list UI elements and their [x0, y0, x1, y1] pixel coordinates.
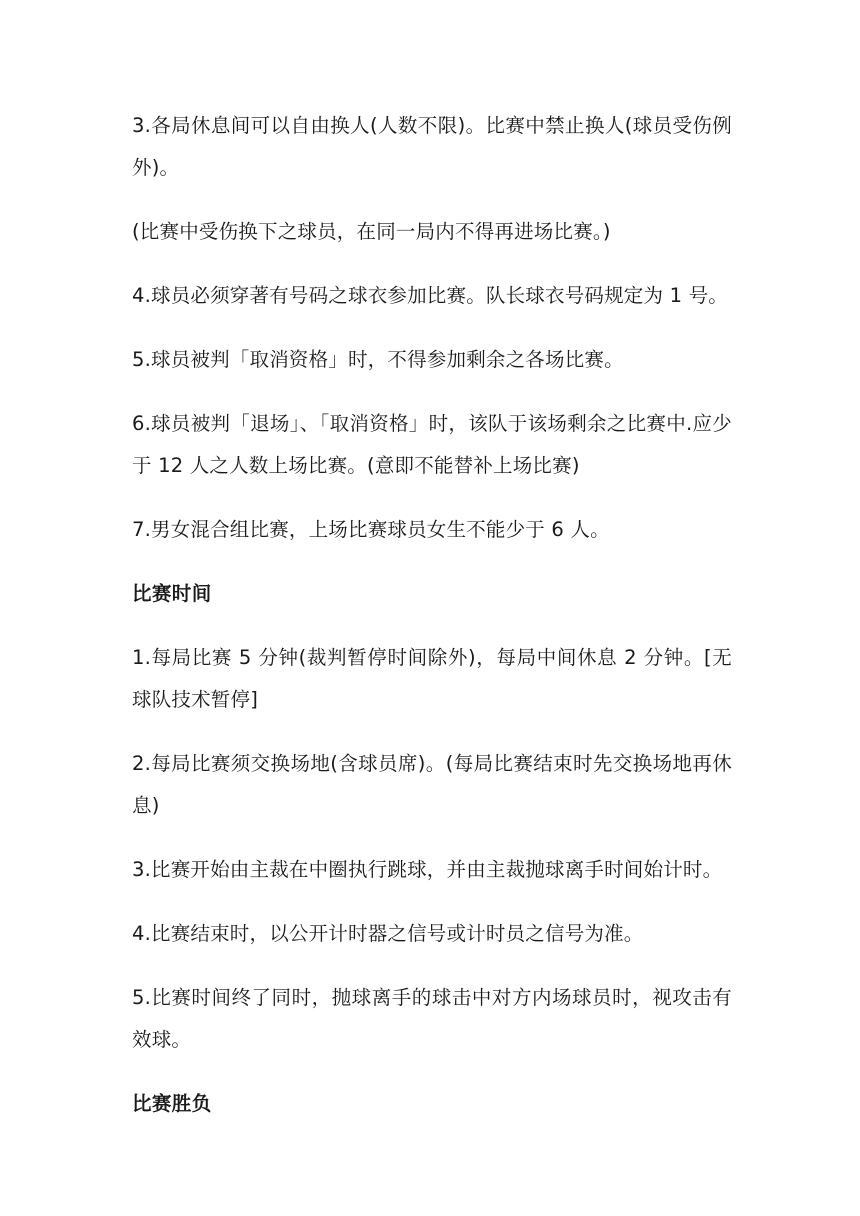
- time-rule-paragraph: 2.每局比赛须交换场地(含球员席)。(每局比赛结束时先交换场地再休息): [132, 752, 732, 817]
- rule-paragraph: 7.男女混合组比赛，上场比赛球员女生不能少于 6 人。: [132, 518, 610, 541]
- document-body: [132, 105, 732, 1125]
- rule-paragraph: 3.各局休息间可以自由换人(人数不限)。比赛中禁止换人(球员受伤例外)。: [132, 114, 732, 179]
- rule-paragraph: 4.球员必须穿著有号码之球衣参加比赛。队长球衣号码规定为 1 号。: [132, 284, 729, 307]
- time-rule-paragraph: 5.比赛时间终了同时，抛球离手的球击中对方内场球员时，视攻击有效球。: [132, 986, 732, 1051]
- time-rule-paragraph: 3.比赛开始由主裁在中圈执行跳球，并由主裁抛球离手时间始计时。: [132, 858, 723, 881]
- rule-paragraph: 6.球员被判「退场」、「取消资格」时，该队于该场剩余之比赛中.应少于 12 人之人数上场比赛。(意即不能替补上场比赛): [132, 412, 732, 477]
- rule-paragraph: 5.球员被判「取消资格」时，不得参加剩余之各场比赛。: [132, 348, 624, 371]
- time-rule-paragraph: 1.每局比赛 5 分钟(裁判暂停时间除外)，每局中间休息 2 分钟。[无球队技术暂停]: [132, 646, 732, 711]
- section-heading-result: 比赛胜负: [132, 1092, 212, 1115]
- rule-paragraph: (比赛中受伤换下之球员，在同一局内不得再进场比赛。): [132, 220, 611, 243]
- section-heading-time: 比赛时间: [132, 582, 212, 605]
- time-rule-paragraph: 4.比赛结束时，以公开计时器之信号或计时员之信号为准。: [132, 922, 644, 945]
